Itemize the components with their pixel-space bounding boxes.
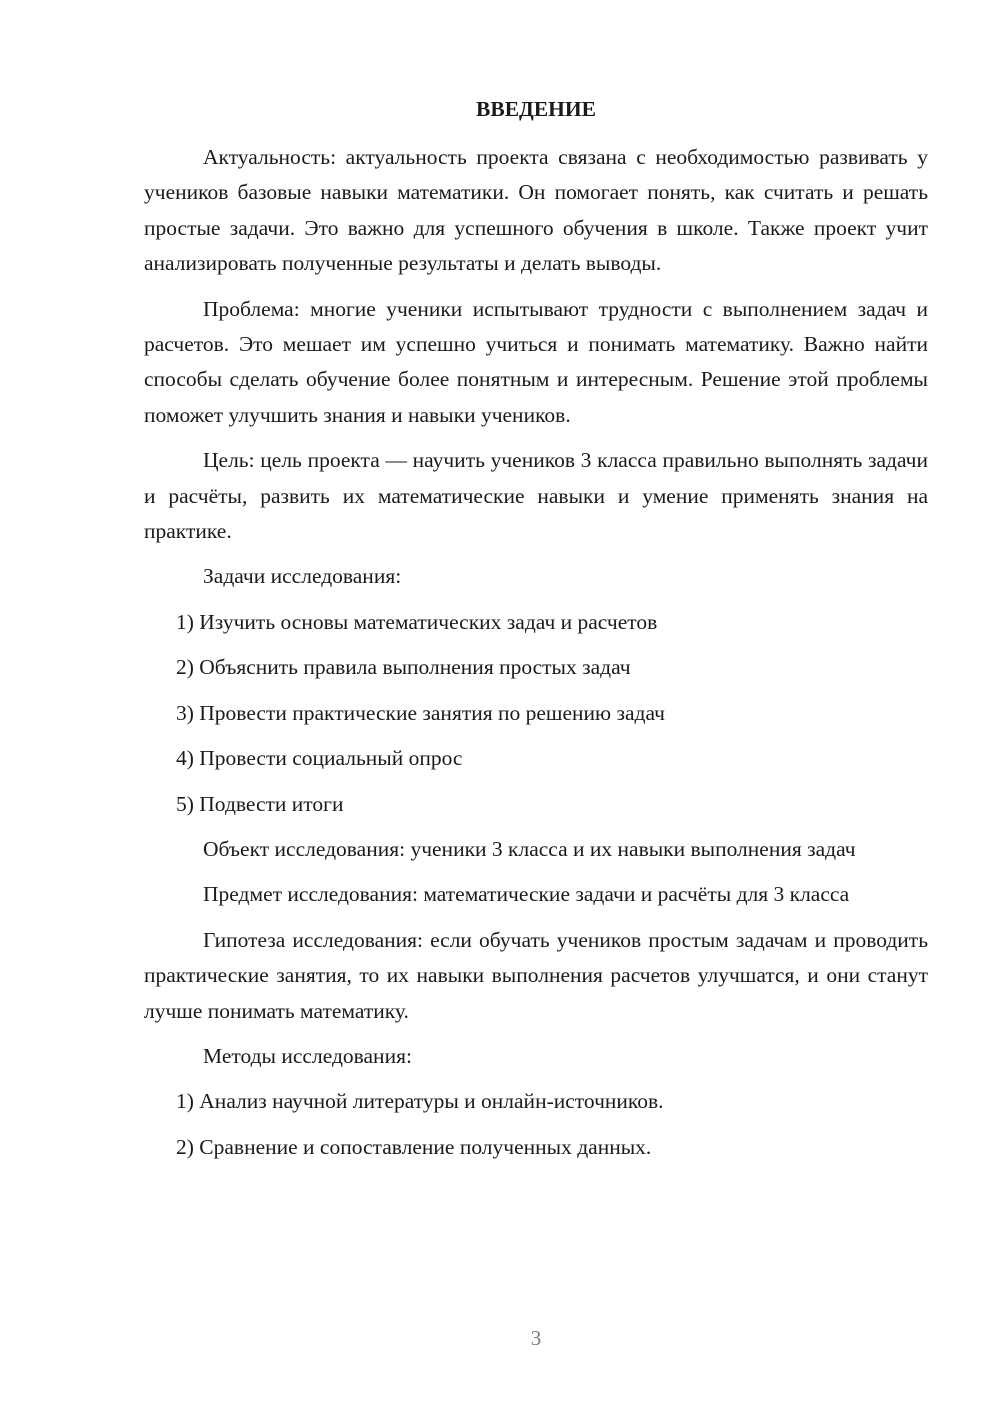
tasks-list <box>144 605 928 822</box>
methods-list <box>144 1084 928 1165</box>
subject-paragraph: Предмет исследования: математические задачи и расчёты для 3 класса <box>203 882 850 907</box>
relevance-paragraph: Актуальность: актуальность проекта связана с необходимостью развивать у учеников базовые навыки математики. Он помогает понять, как считать и решать простые задачи. Это важно для успешного обучения в школе. Также проект учит анализировать полученные результаты и делать выводы. <box>144 145 928 276</box>
list-item: 3) Провести практические занятия по решению задач <box>176 700 665 725</box>
list-item: 5) Подвести итоги <box>176 791 344 816</box>
methods-heading: Методы исследования: <box>203 1043 412 1068</box>
tasks-heading: Задачи исследования: <box>203 564 402 589</box>
page-number: 3 <box>530 1326 542 1350</box>
list-item: 4) Провести социальный опрос <box>176 746 463 771</box>
problem-paragraph: Проблема: многие ученики испытывают трудности с выполнением задач и расчетов. Это мешает им успешно учиться и понимать математику. Важно найти способы сделать обучение более понятным и интересным. Решение этой проблемы поможет улучшить знания и навыки учеников. <box>144 296 928 427</box>
hypothesis-paragraph: Гипотеза исследования: если обучать учеников простым задачам и проводить практические занятия, то их навыки выполнения расчетов улучшатся, и они станут лучше понимать математику. <box>144 927 928 1023</box>
list-item: 1) Анализ научной литературы и онлайн-источников. <box>176 1089 664 1114</box>
object-paragraph: Объект исследования: ученики 3 класса и их навыки выполнения задач <box>203 836 856 861</box>
list-item: 2) Объяснить правила выполнения простых задач <box>176 655 631 680</box>
document-page <box>144 92 928 1175</box>
page-title: ВВЕДЕНИЕ <box>476 97 596 121</box>
goal-paragraph: Цель: цель проекта — научить учеников 3 класса правильно выполнять задачи и расчёты, развить их математические навыки и умение применять знания на практике. <box>144 448 928 544</box>
list-item: 1) Изучить основы математических задач и расчетов <box>176 609 658 634</box>
list-item: 2) Сравнение и сопоставление полученных данных. <box>176 1134 652 1159</box>
